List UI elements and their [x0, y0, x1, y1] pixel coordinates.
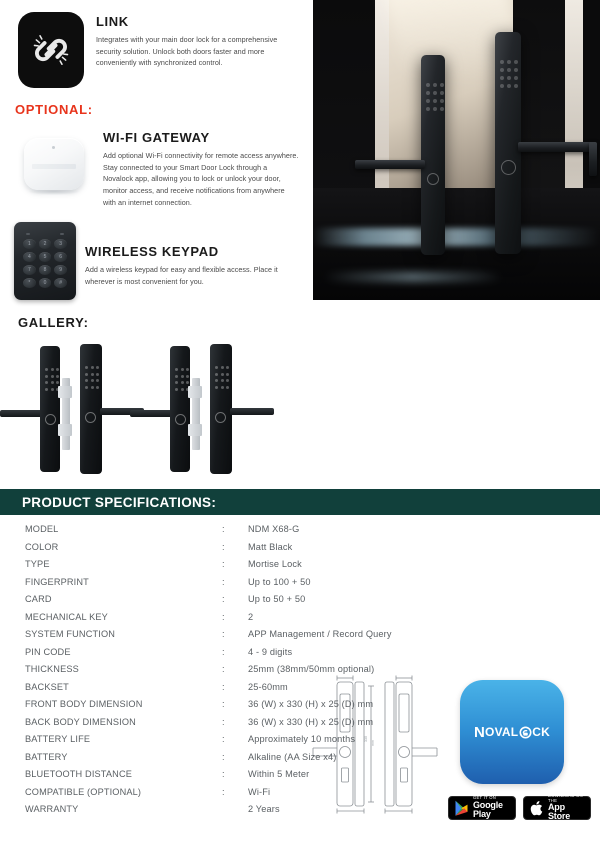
feature-description: Integrates with your main door lock for a comprehensive security solution. Unlock both doors faster and more conveniently with synchronized control.: [96, 35, 278, 68]
spec-label: BLUETOOTH DISTANCE: [25, 769, 133, 779]
spec-label: THICKNESS: [25, 664, 79, 674]
keypad-key: 3: [54, 239, 67, 249]
badge-bottom-text: Google Play: [473, 799, 503, 820]
feature-title: WI-FI GATEWAY: [103, 130, 210, 145]
spec-row: [0, 612, 600, 630]
spec-separator: :: [222, 786, 225, 797]
spec-label: TYPE: [25, 559, 50, 569]
keypad-key: 6: [54, 252, 67, 262]
spec-row: [0, 801, 600, 822]
spec-row: [0, 647, 600, 665]
keypad-key: 8: [39, 265, 52, 275]
keypad-key: 5: [39, 252, 52, 262]
spec-value: Within 5 Meter: [248, 769, 310, 779]
spec-row: [0, 542, 600, 560]
wordmark-oval: OVAL: [485, 725, 519, 739]
spec-separator: :: [222, 524, 225, 534]
wordmark-ck: CK: [532, 725, 551, 739]
spec-row: [0, 682, 600, 700]
spec-value: Alkaline (AA Size x4): [248, 751, 337, 762]
spec-label: MODEL: [25, 524, 59, 534]
spec-separator: :: [222, 699, 225, 709]
spec-separator: :: [222, 751, 225, 762]
keypad-key: 9: [54, 265, 67, 275]
spec-value: Wi-Fi: [248, 786, 271, 797]
spec-row: [0, 717, 600, 735]
hero-lock-left: [421, 55, 445, 255]
badge-top-text: GET IT ON: [473, 795, 497, 801]
hero-product-photo: [313, 0, 600, 300]
spec-value: 36 (W) x 330 (H) x 25 (D) mm: [248, 699, 374, 709]
spec-value: 36 (W) x 330 (H) x 25 (D) mm: [248, 716, 374, 727]
svg-text:mm: mm: [371, 740, 375, 746]
feature-column: [0, 0, 310, 305]
spec-value: Mortise Lock: [248, 559, 302, 569]
wordmark-n: N: [473, 723, 486, 741]
specifications-table: [0, 524, 600, 822]
keypad-key: 1: [23, 239, 36, 249]
keypad-key: #: [54, 278, 67, 288]
spec-label: FRONT BODY DIMENSION: [25, 699, 143, 709]
spec-row: [0, 629, 600, 647]
svg-text:330: 330: [364, 736, 368, 742]
spec-separator: :: [222, 629, 225, 639]
spec-separator: :: [222, 734, 225, 744]
feature-description: Add a wireless keypad for easy and flexible access. Place it wherever is most convenient for you.: [85, 265, 278, 286]
spec-value: APP Management / Record Query: [248, 629, 392, 639]
spec-label: BATTERY: [25, 751, 68, 762]
spec-separator: :: [222, 611, 225, 622]
spec-row: [0, 559, 600, 577]
feature-title: LINK: [96, 14, 129, 29]
spec-label: MECHANICAL KEY: [25, 611, 108, 622]
spec-header-title: PRODUCT SPECIFICATIONS:: [22, 494, 217, 510]
feature-wifi-gateway: [14, 126, 306, 208]
spec-separator: :: [222, 594, 225, 604]
spec-row: [0, 524, 600, 542]
spec-row: [0, 664, 600, 682]
feature-description: Add optional Wi-Fi connectivity for remote access anywhere. Stay connected to your Smart Door Lock through a Novalock app, allowing you to lock or unlock your door, monitor access, and receive notifications from anywhere with an internet connection.: [103, 151, 299, 207]
spec-value: NDM X68-G: [248, 524, 300, 534]
spec-value: Up to 100 + 50: [248, 576, 311, 587]
spec-row: [0, 699, 600, 717]
optional-section-label: OPTIONAL:: [15, 102, 93, 117]
spec-label: BATTERY LIFE: [25, 734, 91, 744]
spec-separator: :: [222, 716, 225, 727]
spec-label: FINGERPRINT: [25, 576, 89, 587]
spec-label: COLOR: [25, 541, 59, 552]
badge-top-text: DOWNLOAD ON THE: [548, 793, 583, 803]
spec-separator: :: [222, 681, 225, 692]
keypad-key: *: [23, 278, 36, 288]
spec-label: SYSTEM FUNCTION: [25, 629, 116, 639]
spec-label: PIN CODE: [25, 646, 71, 657]
spec-separator: :: [222, 576, 225, 587]
spec-row: [0, 752, 600, 770]
spec-row: [0, 594, 600, 612]
spec-separator: :: [222, 769, 225, 779]
feature-title: WIRELESS KEYPAD: [85, 244, 219, 259]
spec-separator: :: [222, 664, 225, 674]
badge-bottom-text: App Store: [548, 801, 571, 822]
spec-row: [0, 787, 600, 805]
keypad-key: 4: [23, 252, 36, 262]
keypad-key: 2: [39, 239, 52, 249]
spec-value: Matt Black: [248, 541, 293, 552]
spec-value: 25mm (38mm/50mm optional): [248, 664, 375, 674]
spec-label: BACK BODY DIMENSION: [25, 716, 136, 727]
spec-label: CARD: [25, 594, 52, 604]
spec-separator: :: [222, 646, 225, 657]
spec-row: [0, 769, 600, 787]
feature-wireless-keypad: [14, 222, 306, 300]
spec-value: Approximately 10 months: [248, 734, 356, 744]
feature-link: [18, 12, 303, 88]
gallery-section-label: GALLERY:: [18, 315, 89, 330]
spec-label: WARRANTY: [25, 804, 79, 814]
spec-label: BACKSET: [25, 681, 69, 692]
chain-link-icon: [18, 12, 84, 88]
wifi-gateway-device-image: [14, 126, 94, 202]
spec-separator: :: [222, 541, 225, 552]
spec-value: 4 - 9 digits: [248, 646, 293, 657]
spec-row: [0, 577, 600, 595]
keypad-key: 0: [39, 278, 52, 288]
spec-value: 2: [248, 611, 254, 622]
spec-separator: :: [222, 559, 225, 569]
spec-label: COMPATIBLE (OPTIONAL): [25, 786, 142, 797]
wireless-keypad-device-image: [14, 222, 76, 300]
keypad-key: 7: [23, 265, 36, 275]
spec-value: 25-60mm: [248, 681, 288, 692]
product-specifications-header: [0, 489, 600, 515]
spec-row: [0, 734, 600, 752]
spec-value: 2 Years: [248, 804, 280, 814]
spec-value: Up to 50 + 50: [248, 594, 306, 604]
